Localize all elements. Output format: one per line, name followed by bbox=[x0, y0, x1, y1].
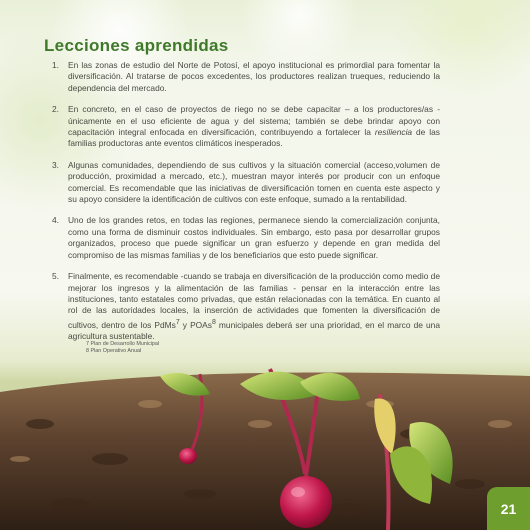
item-number: 2. bbox=[52, 104, 59, 115]
footnote-ref-8: 8 bbox=[211, 318, 216, 326]
list-item bbox=[52, 215, 440, 261]
item-number: 5. bbox=[52, 271, 59, 282]
lessons-list bbox=[52, 60, 440, 352]
footnote-7: 7 Plan de Desarrollo Municipal bbox=[86, 341, 160, 347]
item-text: En las zonas de estudio del Norte de Potosí, el apoyo institucional es primordial para fomentar la diversificación. Al tratarse de pocos excedentes, los productores realizan trueques, reduciendo la dependencia del mercado. bbox=[68, 60, 440, 93]
page-number-badge bbox=[487, 487, 530, 530]
item-text: Algunas comunidades, dependiendo de sus cultivos y la situación comercial (acceso,volumen de producción, proximidad a mercado, etc.), muestran mayor interés por producir con un enfoque comercial. Es recomendable que las iniciativas de diversificación tomen en cuenta este aspecto y su apoyo considere la identificación de cultivos con este enfoque, sumado a la rentabilidad. bbox=[68, 159, 440, 205]
item-number: 4. bbox=[52, 215, 59, 226]
radish-photo bbox=[0, 364, 530, 530]
list-item bbox=[52, 104, 440, 150]
item-text-end: municipales deberá ser una prioridad, en el marco de una agricultura sustentable. bbox=[68, 319, 440, 341]
item-text: Finalmente, es recomendable -cuando se trabaja en diversificación de la producción como medio de mejorar los ingresos y la alimentación de las familias - pensar en la interacción entre las instituciones, tanto estatales como privadas, que están relacionadas con la temática. En cuanto al rol de las autoridades locales, la inserción de actividades que fomenten la diversificación de cultivos, dentro de los PdMs bbox=[68, 271, 440, 330]
item-text-mid: y POAs bbox=[179, 319, 212, 330]
item-number: 1. bbox=[52, 60, 59, 70]
list-item bbox=[52, 271, 440, 342]
item-text-end: de las familias productoras ante eventos climáticos inesperados. bbox=[68, 127, 440, 149]
list-item bbox=[52, 60, 440, 94]
footnotes bbox=[86, 341, 159, 355]
page-number: 21 bbox=[500, 500, 517, 517]
item-text: Uno de los grandes retos, en todas las regiones, permanece siendo la comercialización conjunta, como una forma de disminuir costos individuales. Sin embargo, esto pasa por desarrollar grupos organizados, proceso que puede significar un gran esfuerzo y depende en gran medida del compromiso de las mismas familias y de los beneficiarios que esto puede significar. bbox=[68, 215, 440, 260]
item-text: En concreto, en el caso de proyectos de riego no se debe capacitar – a los productores/as - únicamente en el uso eficiente de agua y del sistema; también se debe brindar apoyo con capacitación integral enfocada en diversificación, contribuyendo a fortalecer la bbox=[68, 104, 440, 138]
footnote-ref-7: 7 bbox=[175, 318, 180, 326]
page-title: Lecciones aprendidas bbox=[44, 36, 229, 55]
emphasis-text: resiliencia bbox=[374, 127, 413, 138]
footnote-8: 8 Plan Operativo Anual bbox=[86, 348, 142, 354]
item-number: 3. bbox=[52, 159, 59, 170]
list-item bbox=[52, 159, 440, 206]
